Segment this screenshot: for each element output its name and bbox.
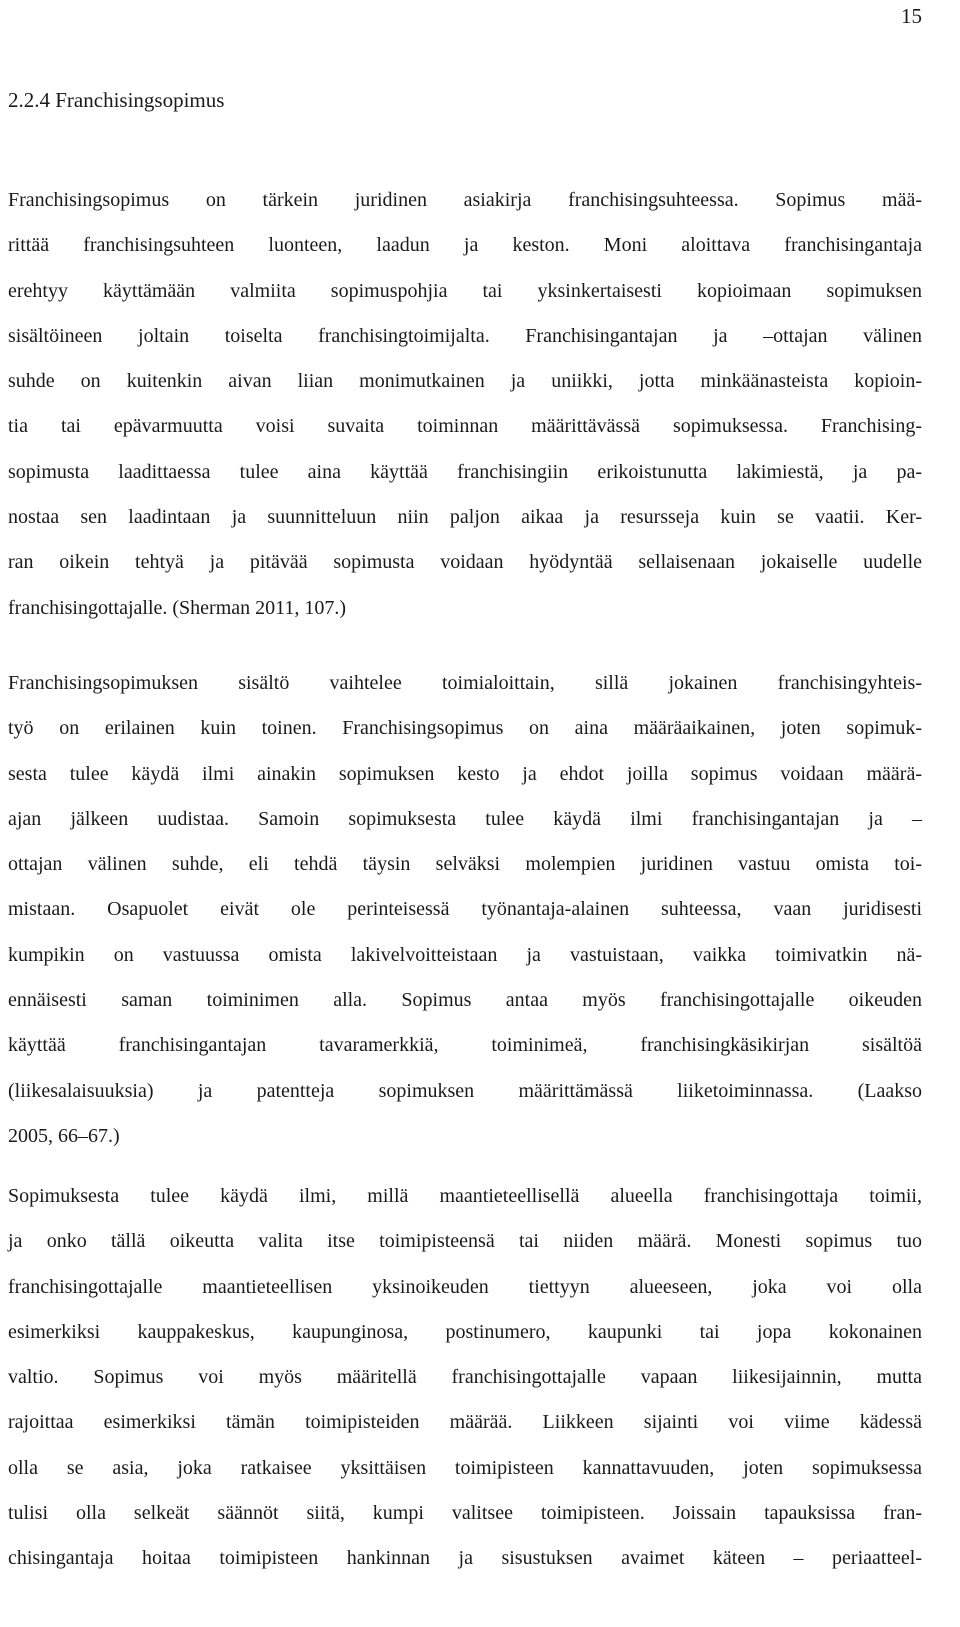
text-line: ajan jälkeen uudistaa. Samoin sopimuksesta tulee käydä ilmi franchisingantajan ja – bbox=[8, 807, 922, 830]
section-heading: 2.2.4 Franchisingsopimus bbox=[8, 88, 225, 112]
text-line: chisingantaja hoitaa toimipisteen hankinnan ja sisustuksen avaimet käteen – periaatteel- bbox=[8, 1547, 922, 1570]
text-line: rajoittaa esimerkiksi tämän toimipisteiden määrää. Liikkeen sijainti voi viime kädessä bbox=[8, 1411, 922, 1434]
text-line: sisältöineen joltain toiselta franchisingtoimijalta. Franchisingantajan ja –ottajan välinen bbox=[8, 324, 922, 347]
text-line: kumpikin on vastuussa omista lakivelvoitteistaan ja vastuistaan, vaikka toimivatkin nä- bbox=[8, 943, 922, 966]
text-line: tulisi olla selkeät säännöt siitä, kumpi valitsee toimipisteen. Joissain tapauksissa fran- bbox=[8, 1502, 922, 1525]
text-line: sesta tulee käydä ilmi ainakin sopimuksen kesto ja ehdot joilla sopimus voidaan määrä- bbox=[8, 762, 922, 785]
text-line: franchisingottajalle. (Sherman 2011, 107.) bbox=[8, 596, 347, 619]
text-line: suhde on kuitenkin aivan liian monimutkainen ja uniikki, jotta minkäänasteista kopioin- bbox=[8, 370, 922, 393]
text-line: ennäisesti saman toiminimen alla. Sopimus antaa myös franchisingottajalle oikeuden bbox=[8, 989, 922, 1012]
text-line: Sopimuksesta tulee käydä ilmi, millä maantieteellisellä alueella franchisingottaja toimii, bbox=[8, 1185, 922, 1207]
text-line: mistaan. Osapuolet eivät ole perinteisessä työnantaja-alainen suhteessa, vaan juridisesti bbox=[8, 898, 922, 921]
paragraph-3 bbox=[8, 1174, 922, 1582]
text-line: työ on erilainen kuin toinen. Franchisingsopimus on aina määräaikainen, joten sopimuk- bbox=[8, 717, 922, 740]
text-line: Franchisingsopimus on tärkein juridinen asiakirja franchisingsuhteessa. Sopimus mää- bbox=[8, 189, 922, 211]
text-line: ja onko tällä oikeutta valita itse toimipisteensä tai niiden määrä. Monesti sopimus tuo bbox=[8, 1230, 922, 1253]
text-line: olla se asia, joka ratkaisee yksittäisen toimipisteen kannattavuuden, joten sopimuksessa bbox=[8, 1456, 922, 1479]
text-line: nostaa sen laadintaan ja suunnitteluun niin paljon aikaa ja resursseja kuin se vaatii. Ker- bbox=[8, 506, 922, 529]
paragraph-1 bbox=[8, 178, 922, 631]
text-line: 2005, 66–67.) bbox=[8, 1124, 120, 1147]
text-line: käyttää franchisingantajan tavaramerkkiä, toiminimeä, franchisingkäsikirjan sisältöä bbox=[8, 1034, 922, 1057]
text-line: rittää franchisingsuhteen luonteen, laadun ja keston. Moni aloittava franchisingantaja bbox=[8, 234, 922, 257]
text-line: erehtyy käyttämään valmiita sopimuspohjia tai yksinkertaisesti kopioimaan sopimuksen bbox=[8, 279, 922, 302]
text-line: franchisingottajalle maantieteellisen yksinoikeuden tiettyyn alueeseen, joka voi olla bbox=[8, 1275, 922, 1298]
text-line: esimerkiksi kauppakeskus, kaupunginosa, postinumero, kaupunki tai jopa kokonainen bbox=[8, 1320, 922, 1343]
text-line: sopimusta laadittaessa tulee aina käyttää franchisingiin erikoistunutta lakimiestä, ja pa- bbox=[8, 460, 922, 483]
text-line: valtio. Sopimus voi myös määritellä franchisingottajalle vapaan liikesijainnin, mutta bbox=[8, 1366, 922, 1389]
text-line: ran oikein tehtyä ja pitävää sopimusta voidaan hyödyntää sellaisenaan jokaiselle uudelle bbox=[8, 551, 922, 574]
paragraph-2 bbox=[8, 661, 922, 1159]
text-line: tia tai epävarmuutta voisi suvaita toiminnan määrittävässä sopimuksessa. Franchising- bbox=[8, 415, 922, 438]
page-number: 15 bbox=[901, 4, 922, 28]
text-line: ottajan välinen suhde, eli tehdä täysin selväksi molempien juridinen vastuu omista toi- bbox=[8, 853, 922, 876]
text-line: Franchisingsopimuksen sisältö vaihtelee toimialoittain, sillä jokainen franchisingyhteis- bbox=[8, 672, 922, 694]
text-line: (liikesalaisuuksia) ja patentteja sopimuksen määrittämässä liiketoiminnassa. (Laakso bbox=[8, 1079, 922, 1102]
